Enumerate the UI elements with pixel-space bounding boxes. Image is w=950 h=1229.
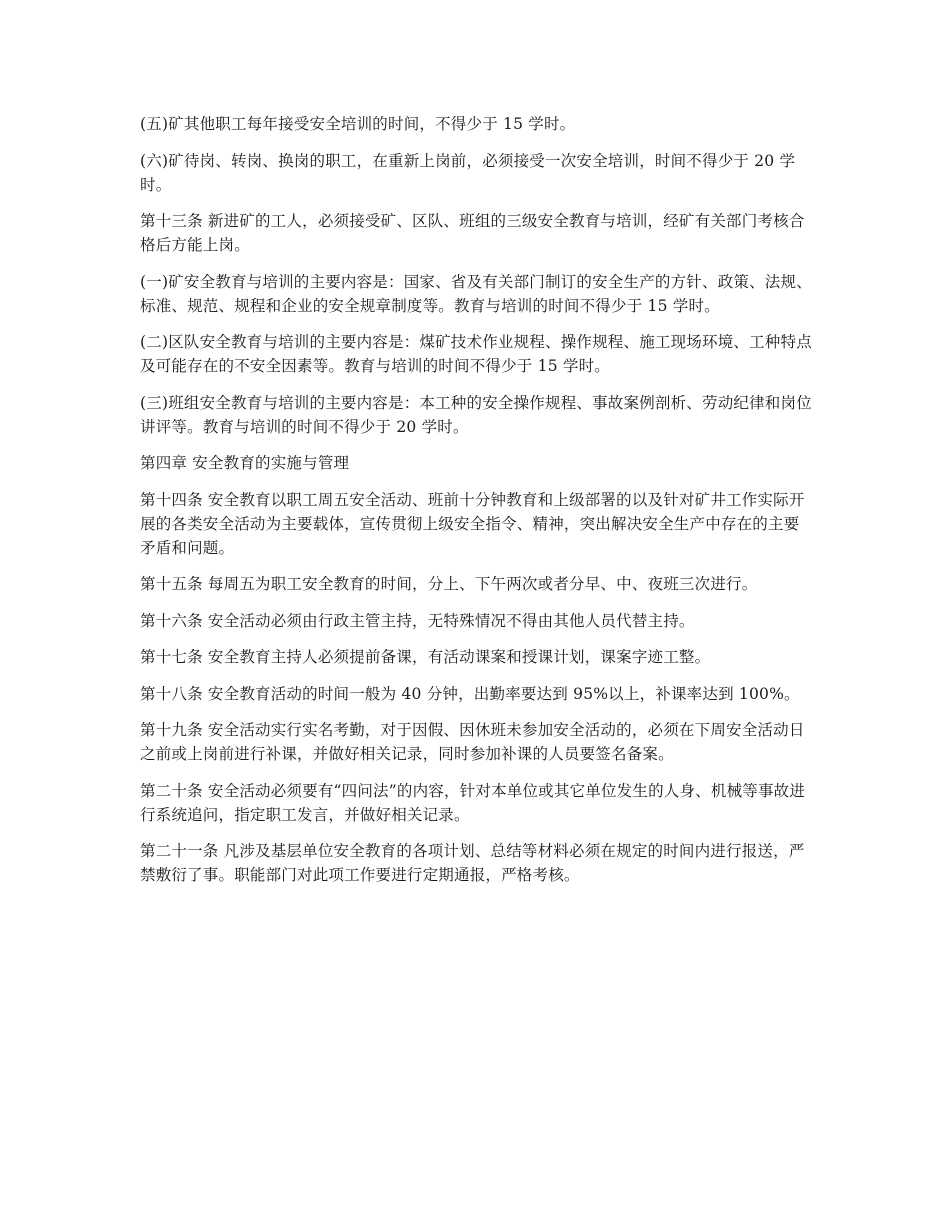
article-13: 第十三条 新进矿的工人，必须接受矿、区队、班组的三级安全教育与培训，经矿有关部门考核合格后方能上岗。 — [140, 212, 805, 254]
article-20: 第二十条 安全活动必须要有“四问法”的内容，针对本单位或其它单位发生的人身、机械等事故进行系统追问，指定职工发言，并做好相关记录。 — [140, 781, 806, 824]
article-21: 第二十一条 凡涉及基层单位安全教育的各项计划、总结等材料必须在规定的时间内进行报送，严禁敷衍了事。职能部门对此项工作要进行定期通报，严格考核。 — [140, 842, 805, 884]
paragraph-item-6: (六)矿待岗、转岗、换岗的职工，在重新上岗前，必须接受一次安全培训，时间不得少于 20 学时。 — [140, 151, 796, 194]
article-15: 第十五条 每周五为职工安全教育的时间，分上、下午两次或者分早、中、夜班三次进行。 — [140, 575, 758, 593]
document-body — [140, 112, 812, 900]
paragraph-item-5: (五)矿其他职工每年接受安全培训的时间，不得少于 15 学时。 — [140, 115, 576, 133]
paragraph-item-1: (一)矿安全教育与培训的主要内容是：国家、省及有关部门制订的安全生产的方针、政策、法规、标准、规范、规程和企业的安全规章制度等。教育与培训的时间不得少于 15 学时。 — [140, 272, 812, 315]
article-18: 第十八条 安全教育活动的时间一般为 40 分钟，出勤率要达到 95%以上，补课率达到 100%。 — [140, 684, 800, 703]
chapter-heading-4: 第四章 安全教育的实施与管理 — [140, 454, 350, 472]
article-14: 第十四条 安全教育以职工周五安全活动、班前十分钟教育和上级部署的以及针对矿井工作实际开展的各类安全活动为主要载体，宣传贯彻上级安全指令、精神，突出解决安全生产中存在的主要矛盾和问题。 — [140, 490, 805, 557]
article-19: 第十九条 安全活动实行实名考勤，对于因假、因休班未参加安全活动的，必须在下周安全活动日之前或上岗前进行补课，并做好相关记录，同时参加补课的人员要签名备案。 — [140, 721, 805, 763]
paragraph-item-2: (二)区队安全教育与培训的主要内容是：煤矿技术作业规程、操作规程、施工现场环境、工种特点及可能存在的不安全因素等。教育与培训的时间不得少于 15 学时。 — [140, 333, 812, 375]
article-16: 第十六条 安全活动必须由行政主管主持，无特殊情况不得由其他人员代替主持。 — [140, 611, 695, 630]
article-17: 第十七条 安全教育主持人必须提前备课，有活动课案和授课计划，课案字迹工整。 — [140, 648, 711, 666]
paragraph-item-3: (三)班组安全教育与培训的主要内容是：本工种的安全操作规程、事故案例剖析、劳动纪律和岗位讲评等。教育与培训的时间不得少于 20 学时。 — [140, 393, 812, 436]
